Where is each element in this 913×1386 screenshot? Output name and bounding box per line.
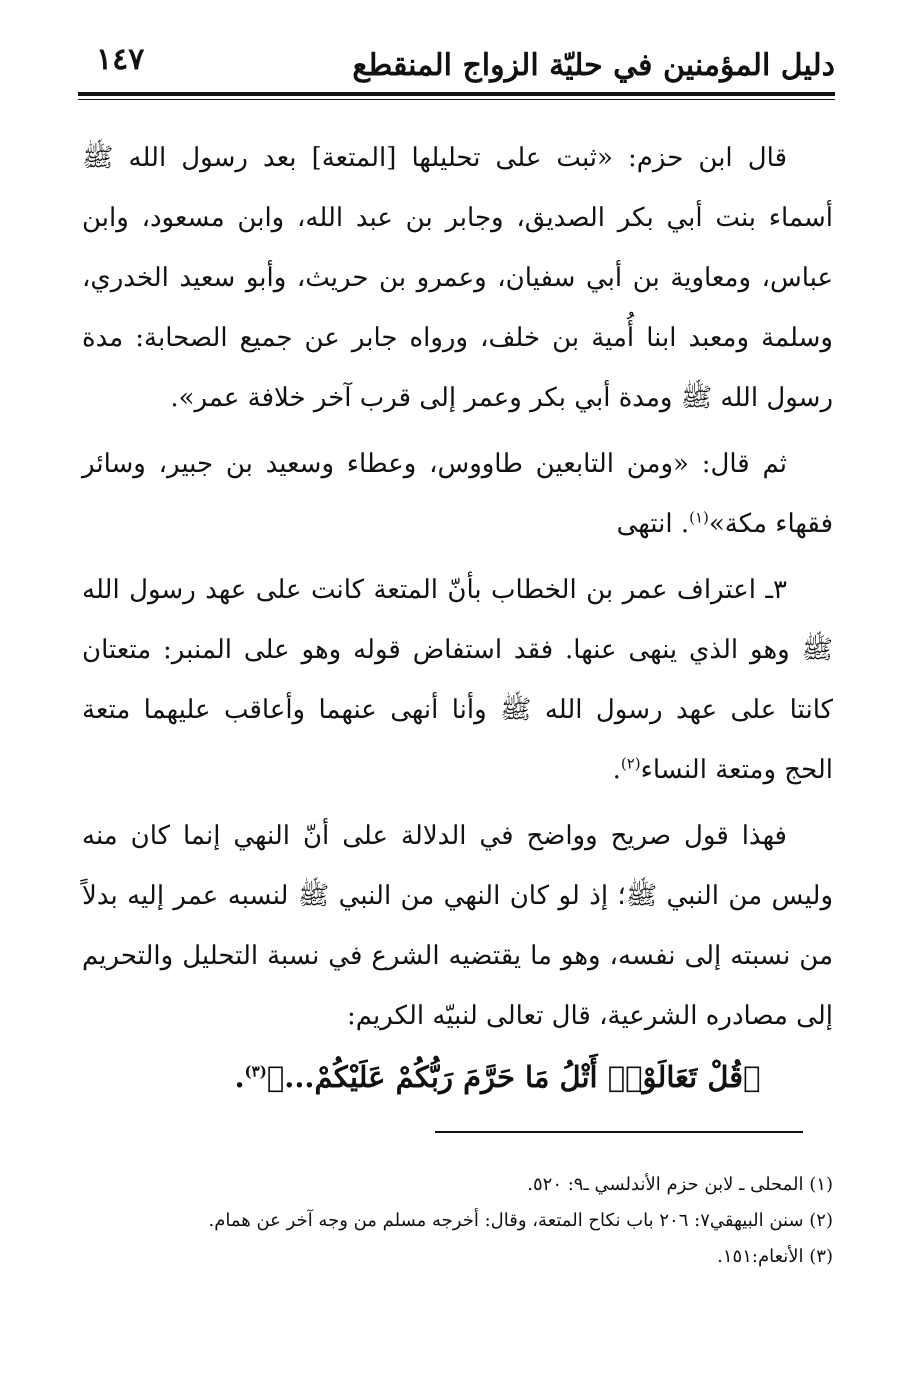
paragraph-tabiin bbox=[82, 434, 833, 554]
page-number: ١٤٧ bbox=[96, 42, 145, 77]
footnote-2: (٢) سنن البيهقي٧: ٢٠٦ باب نكاح المتعة، وقال: أخرجه مسلم من وجه آخر عن همام. bbox=[208, 1210, 833, 1231]
paragraph-analysis: فهذا قول صريح وواضح في الدلالة على أنّ النهي إنما كان منه وليس من النبي ﷺ؛ إذ لو كان النهي من النبي ﷺ لنسبه عمر إليه بدلاً من نسبته إلى نفسه، وهو ما يقتضيه الشرع في نسبة التحليل والتحريم إلى مصادره الشرعية، قال تعالى لنبيّه الكريم: bbox=[82, 821, 833, 1031]
footnote-ref-1: (١) bbox=[689, 508, 709, 527]
paragraph-text: ٣ـ اعتراف عمر بن الخطاب بأنّ المتعة كانت على عهد رسول الله ﷺ وهو الذي ينهى عنها. فقد استفاض قوله وهو على المنبر: متعتان كانتا على عهد رسول الله ﷺ وأنا أنهى عنهما وأعاقب عليهما متعة الحج ومتعة النساء bbox=[82, 575, 833, 785]
header-rule-thin bbox=[78, 99, 835, 100]
verse-end: . bbox=[234, 1060, 245, 1094]
footnotes bbox=[100, 1167, 833, 1275]
footnote-ref-2: (٢) bbox=[620, 754, 641, 773]
paragraph-umar-admission bbox=[82, 560, 833, 800]
footnote-ref-3: (٣) bbox=[244, 1062, 267, 1081]
paragraph-ibn-hazm-quote: قال ابن حزم: «ثبت على تحليلها [المتعة] بعد رسول الله ﷺ أسماء بنت أبي بكر الصديق، وجابر بن عبد الله، وابن مسعود، وابن عباس، ومعاوية بن أبي سفيان، وعمرو بن حريث، وأبو سعيد الخدري، وسلمة ومعبد ابنا أُمية بن خلف، ورواه جابر عن جميع الصحابة: مدة رسول الله ﷺ ومدة أبي بكر وعمر إلى قرب آخر خلافة عمر». bbox=[82, 143, 833, 413]
paragraph-text: . انتهى bbox=[616, 509, 690, 539]
paragraph-text: . bbox=[612, 755, 621, 785]
running-header bbox=[78, 30, 835, 92]
quran-verse bbox=[82, 1046, 833, 1108]
running-title: دليل المؤمنين في حليّة الزواج المنقطع bbox=[352, 48, 835, 83]
main-text bbox=[82, 128, 833, 1108]
paragraph-text: ثم قال: «ومن التابعين طاووس، وعطاء وسعيد بن جبير، وسائر فقهاء مكة» bbox=[82, 449, 833, 539]
footnote-3: (٣) الأنعام:١٥١. bbox=[717, 1246, 833, 1267]
footnote-separator bbox=[435, 1131, 803, 1133]
verse-text: ﴿قُلْ تَعَالَوْا۟ أَتْلُ مَا حَرَّمَ رَبُّكُمْ عَلَيْكُمْ...﴾ bbox=[266, 1060, 761, 1094]
footnote-1: (١) المحلى ـ لابن حزم الأندلسي ـ٩: ٥٢٠. bbox=[527, 1174, 833, 1195]
header-rule-thick bbox=[78, 92, 835, 96]
